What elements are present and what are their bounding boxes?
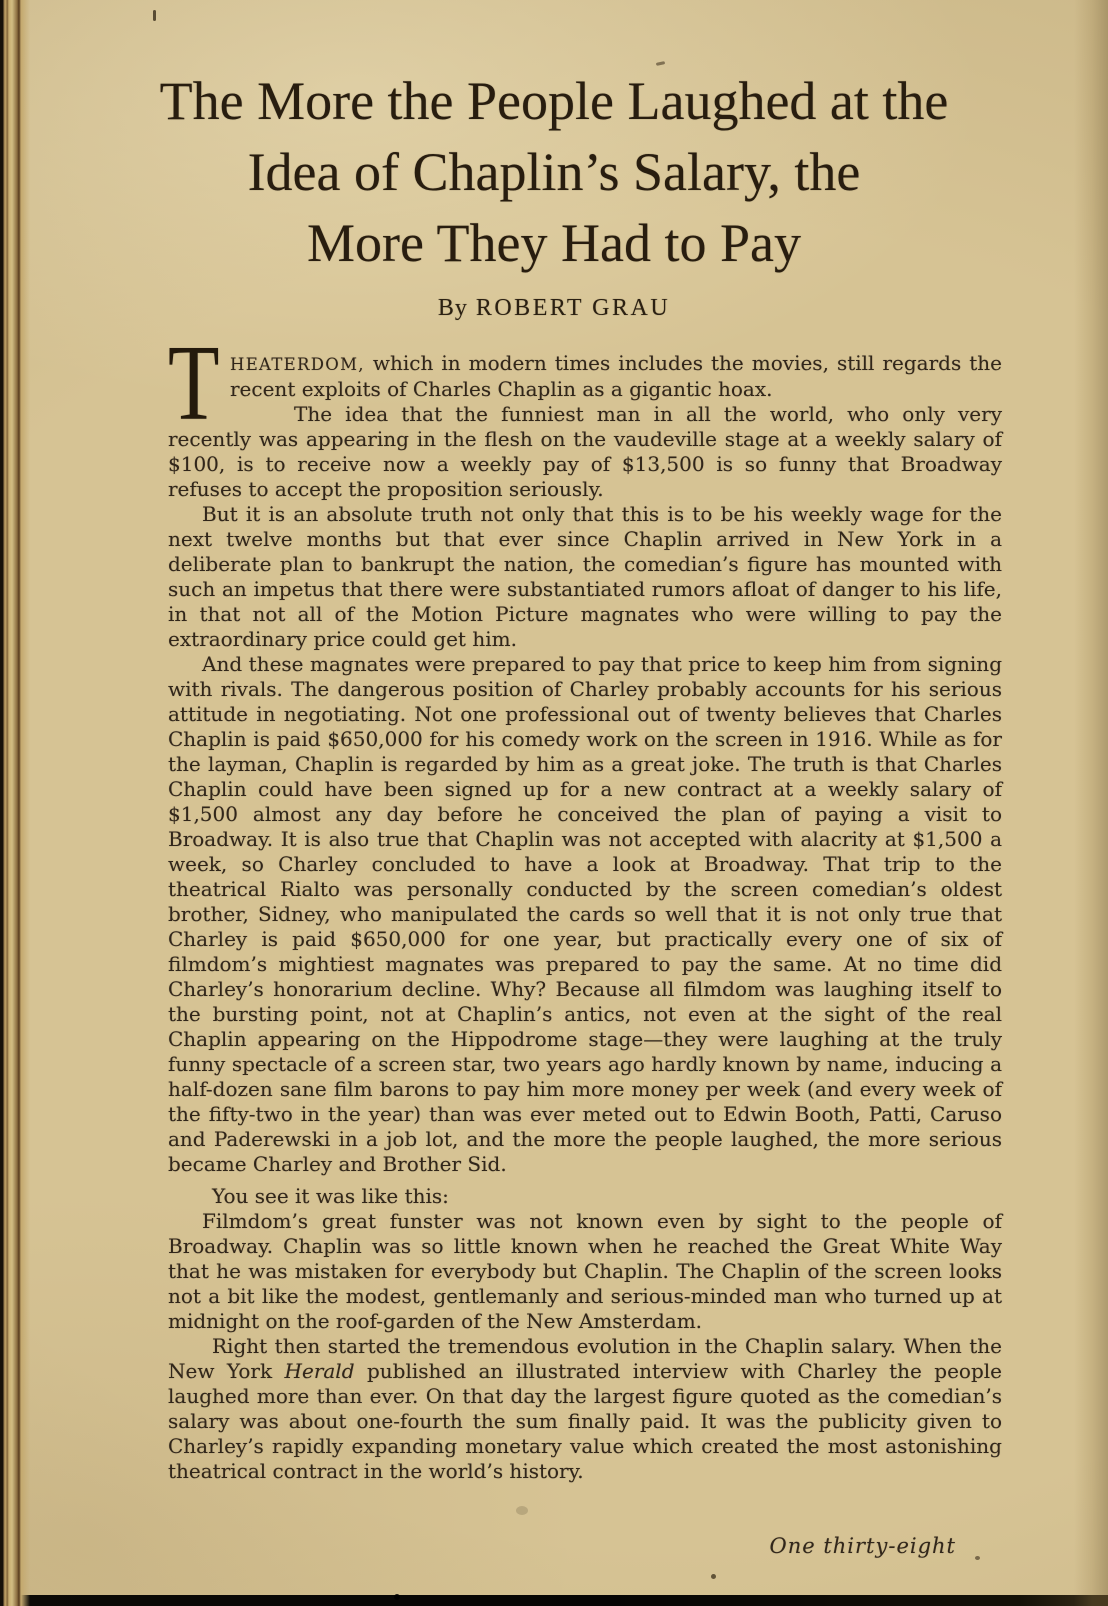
drop-cap-letter: T [168,324,220,443]
paper-speck [153,10,156,21]
drop-cap [168,324,224,443]
paper-speck [711,1574,716,1579]
page-right-edge [1074,0,1108,1606]
scan-bottom-edge [0,1595,1108,1606]
title-line-1: The More the People Laughed at the [159,71,949,131]
lead-smallcaps-word: HEATERDOM, [230,355,365,374]
byline-prefix: By [437,295,468,321]
byline [124,295,984,322]
book-spine-edge [0,0,30,1606]
lead-paragraph-text: which in modern times includes the movies, still regards the recent exploits of Charles Chaplin as a gigantic hoax. [230,351,1002,401]
body-paragraph: And these magnates were prepared to pay that price to keep him from signing with rivals. The dangerous position of Charley probably accounts for his serious attitude in negotiating. Not one professional out of twenty believes that Charles Chaplin is paid $650,000 for his comedy work on the screen in 1916. While as for the layman, Chaplin is regarded by him as a great joke. The truth is that Charles Chaplin could have been signed up for a new contract at a weekly salary of $1,500 almost any day before he conceived the plan of paying a visit to Broadway. It is also true that Chaplin was not accepted with alacrity at $1,500 a week, so Charley concluded to have a look at Broadway. That trip to the theatrical Rialto was personally conducted by the screen comedian’s oldest brother, Sidney, who manipulated the cards so well that it is not only true that Charley is paid $650,000 for one year, but practically every one of six of filmdom’s mightiest magnates was prepared to pay the same. At no time did Charley’s honorarium decline. Why? Because all filmdom was laughing itself to the bursting point, not at Chaplin’s antics, not even at the sight of the real Chaplin appearing on the Hippodrome stage—they were laughing at the truly funny spectacle of a screen star, two years ago hardly known by name, inducing a half-dozen sane film barons to pay him more money per week (and every week of the fifty-two in the year) than was ever meted out to Edwin Booth, Patti, Caruso and Paderewski in a job lot, and the more the people laughed, the more serious became Charley and Brother Sid. [168,652,1002,1176]
body-paragraph: You see it was like this: [212,1184,449,1208]
paragraph-lead [168,324,1002,443]
paper-speck [975,1556,980,1560]
folio-page-number: One thirty-eight [769,1534,956,1558]
article-body [168,324,1002,1484]
body-paragraph: Filmdom’s great funster was not known even by sight to the people of Broadway. Chaplin was so little known when he reached the Great White Way that he was mistaken for everybody but Chaplin. The Chaplin of the screen looks not a bit like the modest, gentlemanly and serious-minded man who turned up at midnight on the roof-garden of the New Amsterdam. [168,1209,1002,1333]
article-title [124,66,984,279]
title-line-2: Idea of Chaplin’s Salary, the [247,142,861,202]
title-line-3: More They Had to Pay [307,213,801,273]
body-paragraph: The idea that the funniest man in all the world, who only very recently was appearing in the flesh on the vaudeville stage at a weekly salary of $100, is to receive now a weekly pay of $13,500 is so funny that Broadway refuses to accept the proposition seriously. [168,402,1002,501]
body-paragraph [168,1334,1002,1484]
article-header [124,66,984,322]
body-paragraph: But it is an absolute truth not only that this is to be his weekly wage for the next twelve months but that ever since Chaplin arrived in New York in a deliberate plan to bankrupt the nation, the comedian’s figure has mounted with such an impetus that there were substantiated rumors afloat of danger to his life, in that not all of the Motion Picture magnates who were willing to pay the extraordinary price could get him. [168,502,1002,651]
journal-name: Herald [284,1359,355,1383]
paper-speck [394,1594,400,1600]
paragraph-text-segment: Right then started the tremendous evolution in the Chaplin salary. When the New York [168,1334,1002,1383]
paper-stain [516,1506,528,1515]
byline-author: ROBERT GRAU [475,295,671,321]
paragraph-text-segment: published an illustrated interview with Charley the people laughed more than ever. On that day the largest figure quoted as the comedian’s salary was about one-fourth the sum finally paid. It was the publicity given to Charley’s rapidly expanding monetary value which created the most astonishing theatrical contract in the world’s history. [168,1359,1002,1483]
